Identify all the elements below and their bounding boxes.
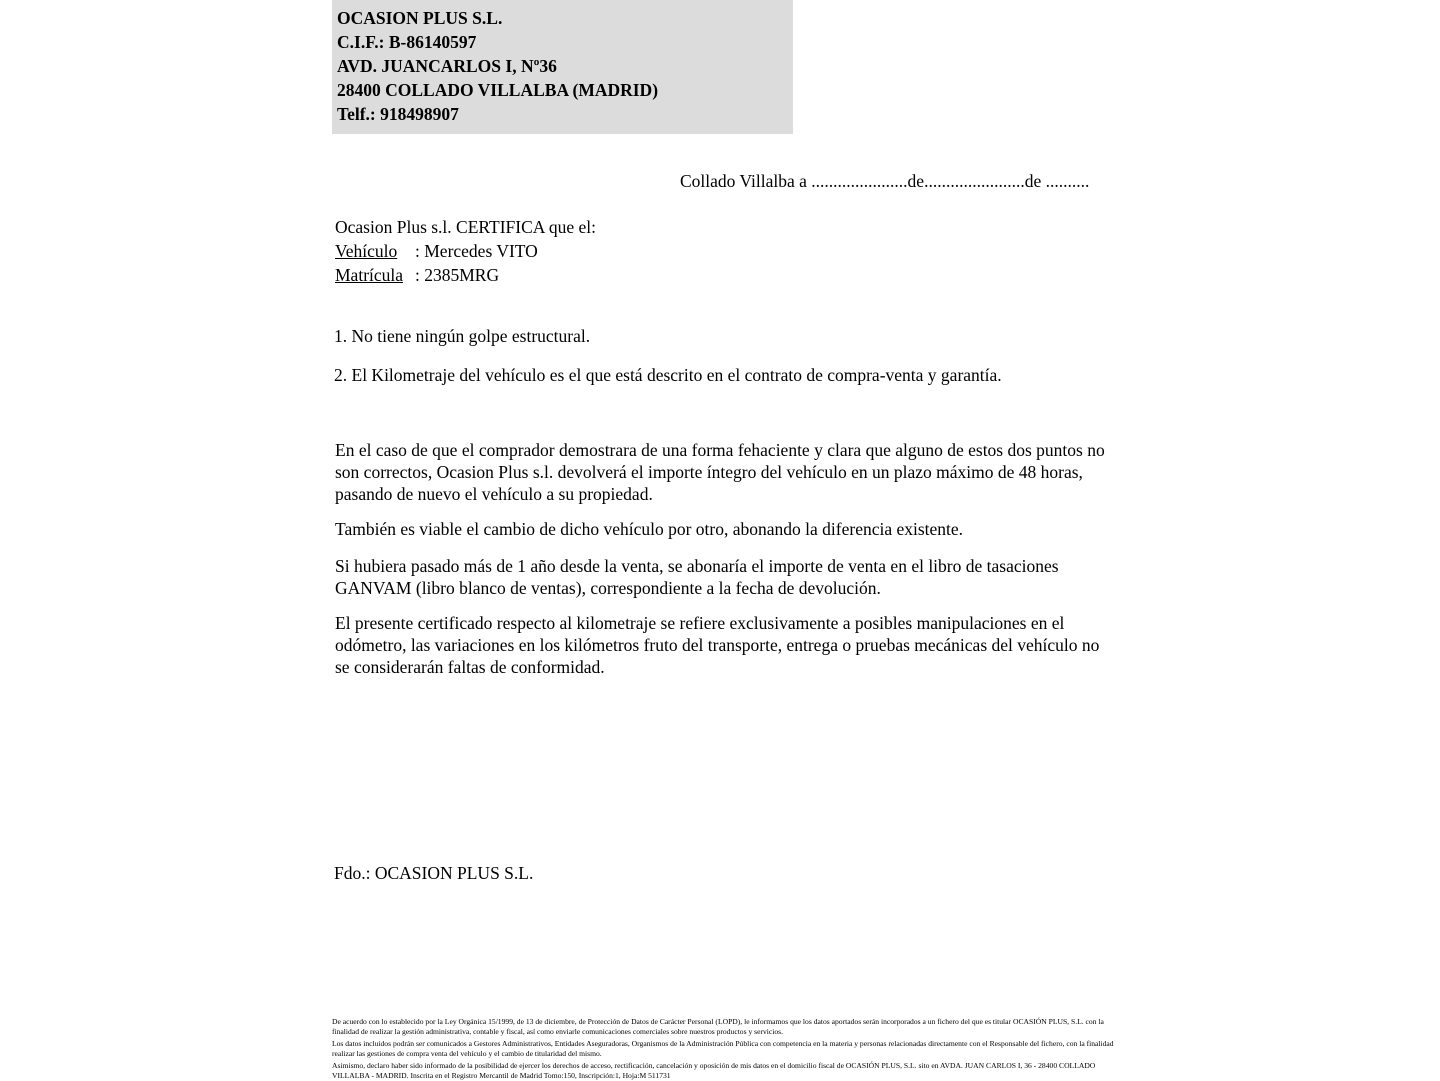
- legal-paragraph-1: De acuerdo con lo establecido por la Ley Orgánica 15/1999, de 13 de diciembre, de Protección de Datos de Carácter Personal (LOPD), le informamos que los datos aportados serán incorporados a un fichero del que es titular OCASIÓN PLUS, S.L. con la finalidad de realizar la gestión administrativa, contable y fiscal, así como enviarle comunicaciones comerciales sobre nuestros productos y servicios.: [332, 1017, 1104, 1036]
- vehicle-row: [335, 239, 596, 263]
- paragraph-ganvam: Si hubiera pasado más de 1 año desde la venta, se abonaría el importe de venta en el libro de tasaciones GANVAM (libro blanco de ventas), correspondiente a la fecha de devolución.: [335, 556, 1059, 598]
- company-header-box: [332, 0, 793, 134]
- signature-line: Fdo.: OCASION PLUS S.L.: [334, 863, 534, 883]
- paragraph-odometer: El presente certificado respecto al kilometraje se refiere exclusivamente a posibles manipulaciones en el odómetro, las variaciones en los kilómetros fruto del transporte, entrega o pruebas mecánicas del vehículo no se considerarán faltas de conformidad.: [335, 613, 1100, 677]
- legal-paragraph-3: Asimismo, declaro haber sido informado de la posibilidad de ejercer los derechos de acceso, rectificación, cancelación y oposición de mis datos en el domicilio fiscal de OCASIÓN PLUS, S.L. sito en AVDA. JUAN CARLOS I, 36 - 28400 COLLADO VILLALBA - MADRID. Inscrita en el Registro Mercantil de Madrid Tomo:150, Inscripción:1, Hoja:M 511731: [332, 1061, 1096, 1080]
- plate-label: Matrícula: [335, 265, 404, 285]
- paragraph-refund: En el caso de que el comprador demostrara de una forma fehaciente y clara que alguno de estos dos puntos no son correctos, Ocasion Plus s.l. devolverá el importe íntegro del vehículo en un plazo máximo de 48 horas, pasando de nuevo el vehículo a su propiedad.: [335, 440, 1105, 504]
- company-name: OCASION PLUS S.L.: [337, 8, 503, 28]
- company-city: 28400 COLLADO VILLALBA (MADRID): [337, 80, 659, 100]
- date-line: Collado Villalba a ......................de.......................de ..........: [680, 171, 1090, 191]
- vehicle-label: Vehículo: [335, 241, 398, 261]
- legal-footer: [332, 1017, 1122, 1081]
- plate-row: [335, 263, 596, 287]
- point-1: 1. No tiene ningún golpe estructural.: [334, 326, 591, 346]
- point-2: 2. El Kilometraje del vehículo es el que está descrito en el contrato de compra-venta y garantía.: [334, 365, 1002, 385]
- vehicle-value: : Mercedes VITO: [415, 241, 538, 261]
- certify-block: [335, 215, 596, 287]
- plate-value: : 2385MRG: [415, 265, 500, 285]
- company-cif: C.I.F.: B-86140597: [337, 32, 477, 52]
- paragraph-exchange: También es viable el cambio de dicho vehículo por otro, abonando la diferencia existente.: [335, 519, 964, 539]
- legal-paragraph-2: Los datos incluidos podrán ser comunicados a Gestores Administrativos, Entidades Aseguradoras, Organismos de la Administración Pública con competencia en la materia y personas relacionadas directamente con el Responsable del fichero, con la finalidad realizar las gestiones de compra venta del vehículo y el cambio de titularidad del mismo.: [332, 1039, 1114, 1058]
- certify-intro: Ocasion Plus s.l. CERTIFICA que el:: [335, 217, 596, 237]
- company-phone: Telf.: 918498907: [337, 104, 459, 124]
- company-address: AVD. JUANCARLOS I, Nº36: [337, 56, 557, 76]
